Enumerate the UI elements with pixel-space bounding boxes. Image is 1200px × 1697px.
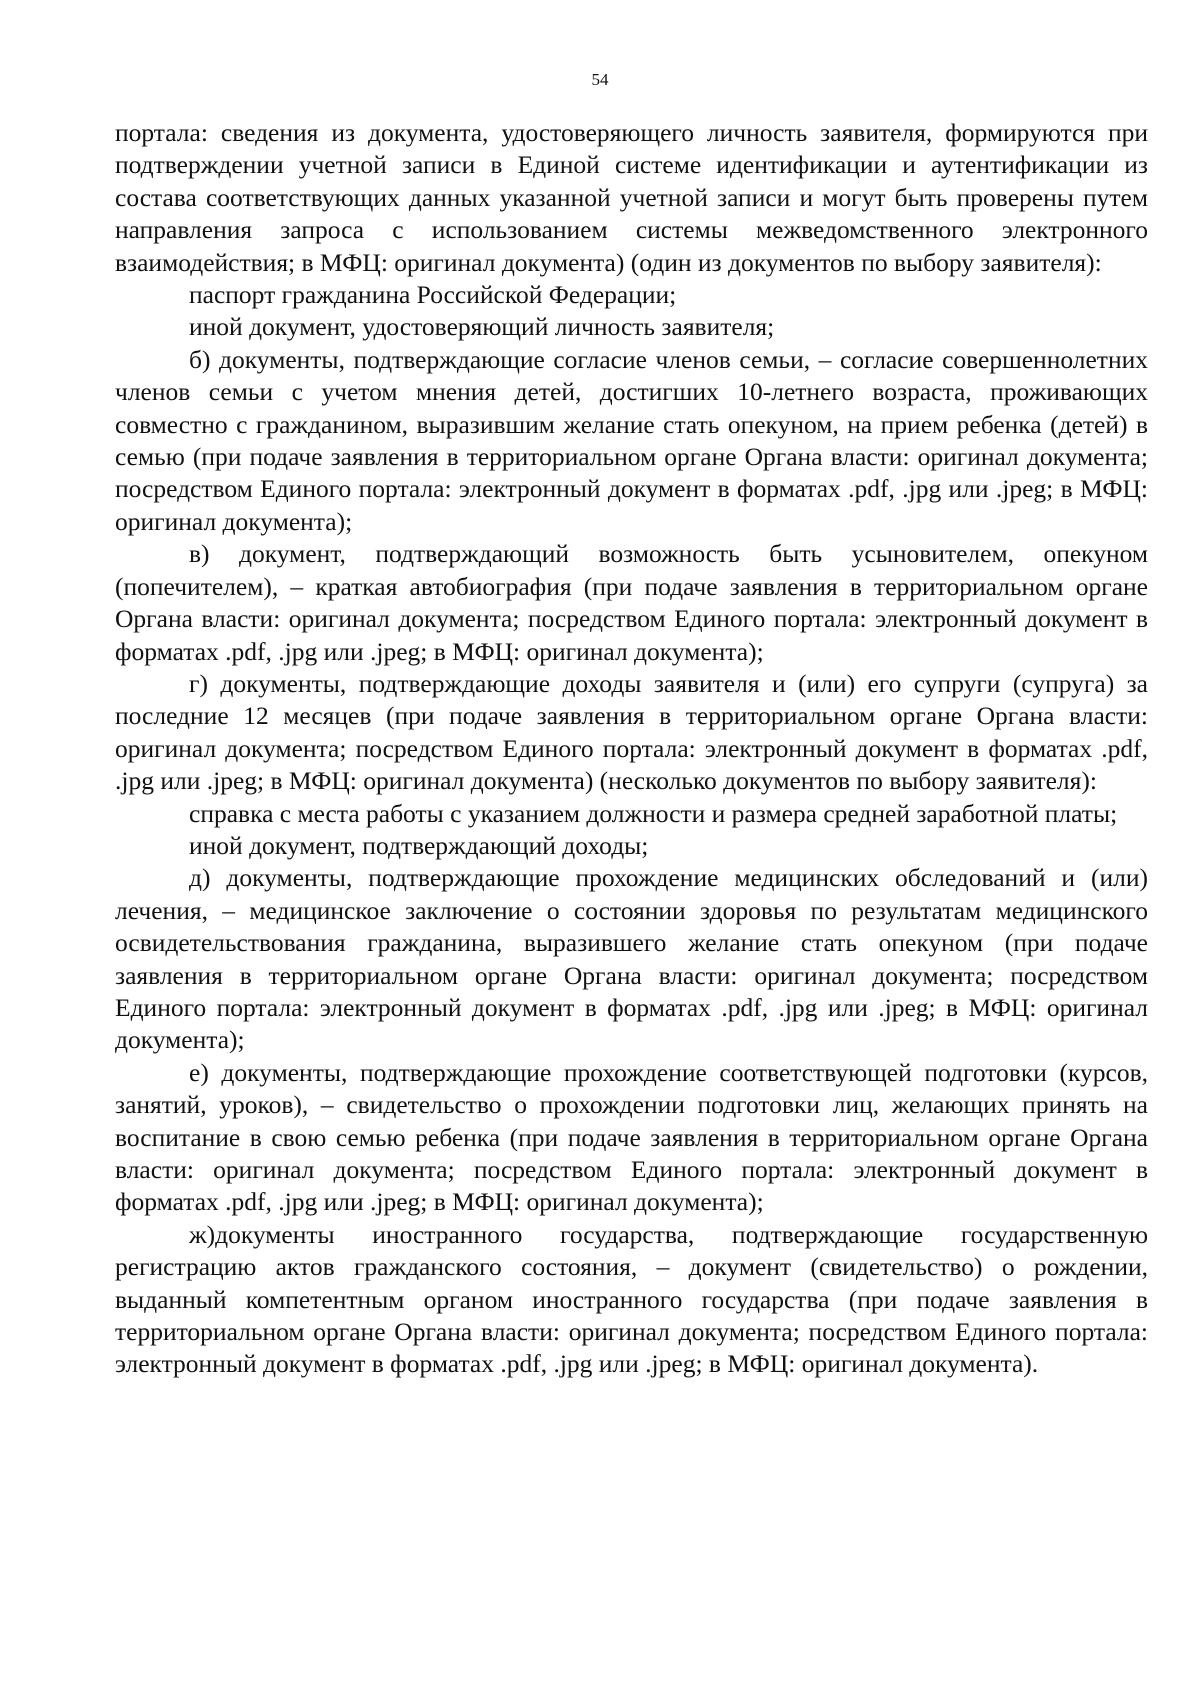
paragraph: г) документы, подтверждающие доходы заявителя и (или) его супруги (супруга) за последние 12 месяцев (при подаче заявления в территориальном органе Органа власти: оригинал документа; посредством Единого портала: электронный документ в форматах .pdf, .jpg или .jpeg; в МФЦ: оригинал документа) (несколько документов по выбору заявителя): <box>115 668 1148 796</box>
paragraph: е) документы, подтверждающие прохождение соответствующей подготовки (курсов, занятий, уроков), – свидетельство о прохождении подготовки лиц, желающих принять на воспитание в свою семью ребенка (при подаче заявления в территориальном органе Органа власти: оригинал документа; посредством Единого портала: электронный документ в форматах .pdf, .jpg или .jpeg; в МФЦ: оригинал документа); <box>115 1057 1148 1217</box>
page-number: 54 <box>591 70 609 89</box>
paragraph: иной документ, удостоверяющий личность заявителя; <box>189 312 775 342</box>
paragraph: справка с места работы с указанием должности и размера средней заработной платы; <box>189 798 1118 828</box>
paragraph: паспорт гражданина Российской Федерации; <box>189 280 677 310</box>
paragraph: б) документы, подтверждающие согласие членов семьи, – согласие совершеннолетних членов семьи с учетом мнения детей, достигших 10-летнего возраста, проживающих совместно с гражданином, выразившим желание стать опекуном, на прием ребенка (детей) в семью (при подаче заявления в территориальном органе Органа власти: оригинал документа; посредством Единого портала: электронный документ в форматах .pdf, .jpg или .jpeg; в МФЦ: оригинал документа); <box>115 344 1148 536</box>
paragraph: в) документ, подтверждающий возможность быть усыновителем, опекуном (попечителем), – краткая автобиография (при подаче заявления в территориальном органе Органа власти: оригинал документа; посредством Единого портала: электронный документ в форматах .pdf, .jpg или .jpeg; в МФЦ: оригинал документа); <box>115 539 1148 666</box>
document-body <box>115 117 1148 1381</box>
paragraph: д) документы, подтверждающие прохождение медицинских обследований и (или) лечения, – медицинское заключение о состоянии здоровья по результатам медицинского освидетельствования гражданина, выразившего желание стать опекуном (при подаче заявления в территориальном органе Органа власти: оригинал документа; посредством Единого портала: электронный документ в форматах .pdf, .jpg или .jpeg; в МФЦ: оригинал документа); <box>115 863 1148 1055</box>
paragraph: ж)документы иностранного государства, подтверждающие государственную регистрацию актов гражданского состояния, – документ (свидетельство) о рождении, выданный компетентным органом иностранного государства (при подаче заявления в территориальном органе Органа власти: оригинал документа; посредством Единого портала: электронный документ в форматах .pdf, .jpg или .jpeg; в МФЦ: оригинал документа). <box>115 1219 1148 1379</box>
paragraph: иной документ, подтверждающий доходы; <box>189 830 649 860</box>
paragraph: портала: сведения из документа, удостоверяющего личность заявителя, формируются при подтверждении учетной записи в Единой системе идентификации и аутентификации из состава соответствующих данных указанной учетной записи и могут быть проверены путем направления запроса с использованием системы межведомственного электронного взаимодействия; в МФЦ: оригинал документа) (один из документов по выбору заявителя): <box>115 118 1148 277</box>
